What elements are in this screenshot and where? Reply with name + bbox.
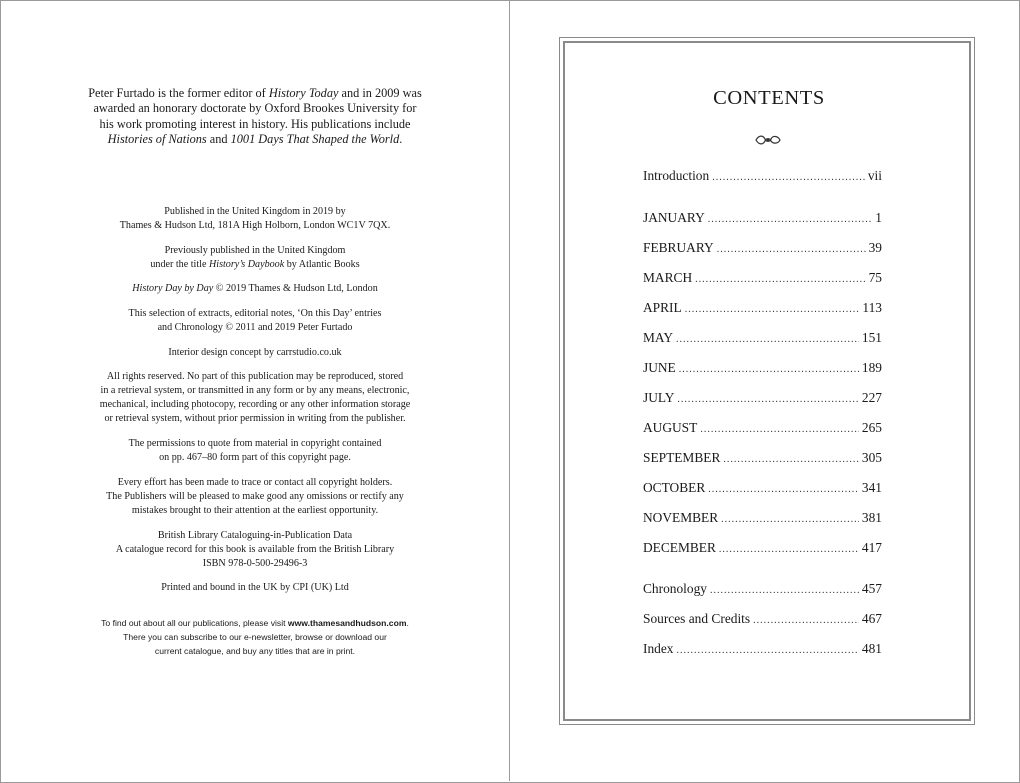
toc-entry-label: JULY (643, 390, 675, 405)
toc-entry-page: 75 (868, 270, 882, 285)
toc-leader-dots (723, 452, 859, 468)
toc-entry-page: 189 (861, 360, 882, 375)
toc-entry-label: MARCH (643, 270, 693, 285)
toc-entry[interactable] (643, 420, 882, 438)
text-run: . (399, 132, 403, 147)
toc-entry[interactable] (643, 330, 882, 348)
toc-entry[interactable] (643, 360, 882, 378)
italic-text: History Day by Day (132, 283, 214, 295)
toc-entry[interactable] (643, 210, 882, 228)
toc-entry-label: APRIL (643, 300, 682, 315)
text-run: ISBN 978-0-500-29496-3 (202, 557, 308, 569)
toc-entry-page: 227 (861, 390, 882, 405)
fleuron-ornament-icon (754, 134, 782, 146)
toc-leader-dots (708, 212, 873, 228)
toc-leader-dots (677, 643, 859, 659)
toc-entry-page: 417 (861, 540, 882, 555)
toc-entry-label: JANUARY (643, 210, 705, 225)
text-run: mechanical, including photocopy, recording or any other information storage (99, 399, 411, 411)
toc-entry[interactable] (643, 510, 882, 528)
toc-entry-page: vii (867, 168, 882, 183)
toc-entry-page: 467 (861, 611, 882, 626)
page-gutter (509, 0, 510, 781)
toc-entry[interactable] (643, 270, 882, 288)
toc-entry-label: DECEMBER (643, 540, 716, 555)
text-run: . (406, 618, 409, 628)
imprint-notices (70, 205, 440, 606)
toc-leader-dots (695, 272, 865, 288)
text-run: mistakes brought to their attention at the earliest opportunity. (131, 504, 379, 516)
toc-entry-label: JUNE (643, 360, 676, 375)
text-run: All rights reserved. No part of this publication may be reproduced, stored (106, 371, 404, 383)
italic-text: Histories of Nations (107, 132, 207, 147)
toc-entry[interactable] (643, 240, 882, 258)
text-run: Published in the United Kingdom in 2019 by (164, 206, 346, 217)
toc-entry-label: Introduction (643, 168, 710, 183)
bold-text: www.thamesandhudson.com (287, 618, 407, 628)
toc-entry-page: 457 (861, 581, 882, 596)
text-run: Previously published in the United Kingdom (164, 244, 346, 256)
toc-leader-dots (721, 512, 859, 528)
text-run: Thames & Hudson Ltd, 181A High Holborn, London WC1V 7QX. (119, 220, 391, 231)
toc-entry-label: Index (643, 641, 674, 656)
toc-entry-page: 151 (861, 330, 882, 345)
italic-text: 1001 Days That Shaped the World (230, 132, 400, 147)
toc-entry[interactable] (643, 168, 882, 186)
text-run: under the title (150, 258, 209, 270)
text-run: in a retrieval system, or transmitted in any form or by any means, electronic, (100, 385, 410, 397)
text-run: his work promoting interest in history. His publications include (99, 116, 411, 131)
toc-entry-label: FEBRUARY (643, 240, 714, 255)
publisher-website-notice (70, 616, 440, 659)
text-run: current catalogue, and buy any titles that are in print. (154, 646, 356, 657)
bio-line (70, 101, 440, 116)
toc-entry[interactable] (643, 480, 882, 498)
toc-entry-page: 341 (861, 480, 882, 495)
imprint-paragraph (70, 282, 440, 296)
imprint-paragraph (70, 205, 440, 233)
bio-line (70, 117, 440, 132)
toc-entry[interactable] (643, 300, 882, 318)
toc-entry[interactable] (643, 581, 882, 599)
text-run: A catalogue record for this book is available from the British Library (115, 543, 395, 555)
bio-line (70, 132, 440, 147)
text-run: awarded an honorary doctorate by Oxford Brookes University for (93, 101, 417, 116)
text-run: British Library Cataloguing-in-Publication Data (157, 529, 353, 541)
toc-entry-label: Chronology (643, 581, 707, 596)
text-run: This selection of extracts, editorial notes, ‘On this Day’ entries (128, 308, 382, 320)
toc-entry-label: SEPTEMBER (643, 450, 721, 465)
toc-entry-page: 305 (861, 450, 882, 465)
imprint-paragraph (70, 476, 440, 518)
author-bio (70, 86, 440, 148)
text-run: © 2019 Thames & Hudson Ltd, London (213, 283, 378, 295)
toc-entry-page: 39 (868, 240, 882, 255)
text-run: Peter Furtado is the former editor of (88, 86, 269, 100)
website-notice-line (70, 616, 440, 630)
toc-leader-dots (685, 302, 860, 318)
toc-leader-dots (677, 392, 859, 408)
text-run: Printed and bound in the UK by CPI (UK) Ltd (161, 582, 349, 594)
imprint-paragraph (70, 581, 440, 595)
toc-leader-dots (676, 332, 859, 348)
text-run: or retrieval system, without prior permission in writing from the publisher. (104, 413, 406, 425)
contents-title: CONTENTS (713, 87, 825, 109)
text-run: The Publishers will be pleased to make good any omissions or rectify any (106, 490, 404, 502)
italic-text: History’s Daybook (208, 258, 285, 270)
italic-text: History Today (268, 86, 339, 100)
text-run: The permissions to quote from material in copyright contained (128, 438, 382, 450)
toc-leader-dots (700, 422, 859, 438)
imprint-paragraph (70, 244, 440, 272)
text-run: and in 2009 was (338, 86, 422, 100)
copyright-page (0, 0, 509, 781)
imprint-paragraph (70, 437, 440, 465)
toc-leader-dots (712, 170, 865, 186)
toc-entry-label: NOVEMBER (643, 510, 719, 525)
toc-entry-page: 481 (861, 641, 882, 656)
toc-entry[interactable] (643, 540, 882, 558)
website-notice-line (70, 644, 440, 658)
text-run: and (206, 132, 231, 147)
toc-entry-label: MAY (643, 330, 674, 345)
toc-leader-dots (753, 613, 859, 629)
toc-entry[interactable] (643, 390, 882, 408)
text-run: To find out about all our publications, please visit (101, 618, 288, 628)
toc-entry[interactable] (643, 641, 882, 659)
imprint-paragraph (70, 346, 440, 360)
toc-leader-dots (710, 583, 859, 599)
text-run: Every effort has been made to trace or contact all copyright holders. (117, 476, 393, 488)
toc-leader-dots (719, 542, 859, 558)
imprint-paragraph (70, 529, 440, 571)
imprint-paragraph (70, 307, 440, 335)
toc-entry[interactable] (643, 450, 882, 468)
toc-entry-page: 1 (875, 210, 882, 225)
toc-leader-dots (679, 362, 859, 378)
website-notice-line (70, 630, 440, 644)
toc-entry-label: AUGUST (643, 420, 698, 435)
toc-entry-page: 381 (861, 510, 882, 525)
toc-entry-label: Sources and Credits (643, 611, 751, 626)
text-run: There you can subscribe to our e-newsletter, browse or download our (123, 632, 387, 643)
bio-line (70, 86, 440, 101)
toc-leader-dots (708, 482, 859, 498)
text-run: Interior design concept by carrstudio.co.uk (168, 346, 342, 358)
text-run: by Atlantic Books (284, 258, 360, 270)
text-run: on pp. 467–80 form part of this copyright page. (159, 452, 351, 464)
toc-leader-dots (717, 242, 866, 258)
toc-entry-label: OCTOBER (643, 480, 706, 495)
toc-entry[interactable] (643, 611, 882, 629)
toc-entry-page: 113 (862, 300, 882, 315)
imprint-paragraph (70, 370, 440, 426)
toc-entry-page: 265 (861, 420, 882, 435)
text-run: and Chronology © 2011 and 2019 Peter Furtado (157, 322, 353, 334)
